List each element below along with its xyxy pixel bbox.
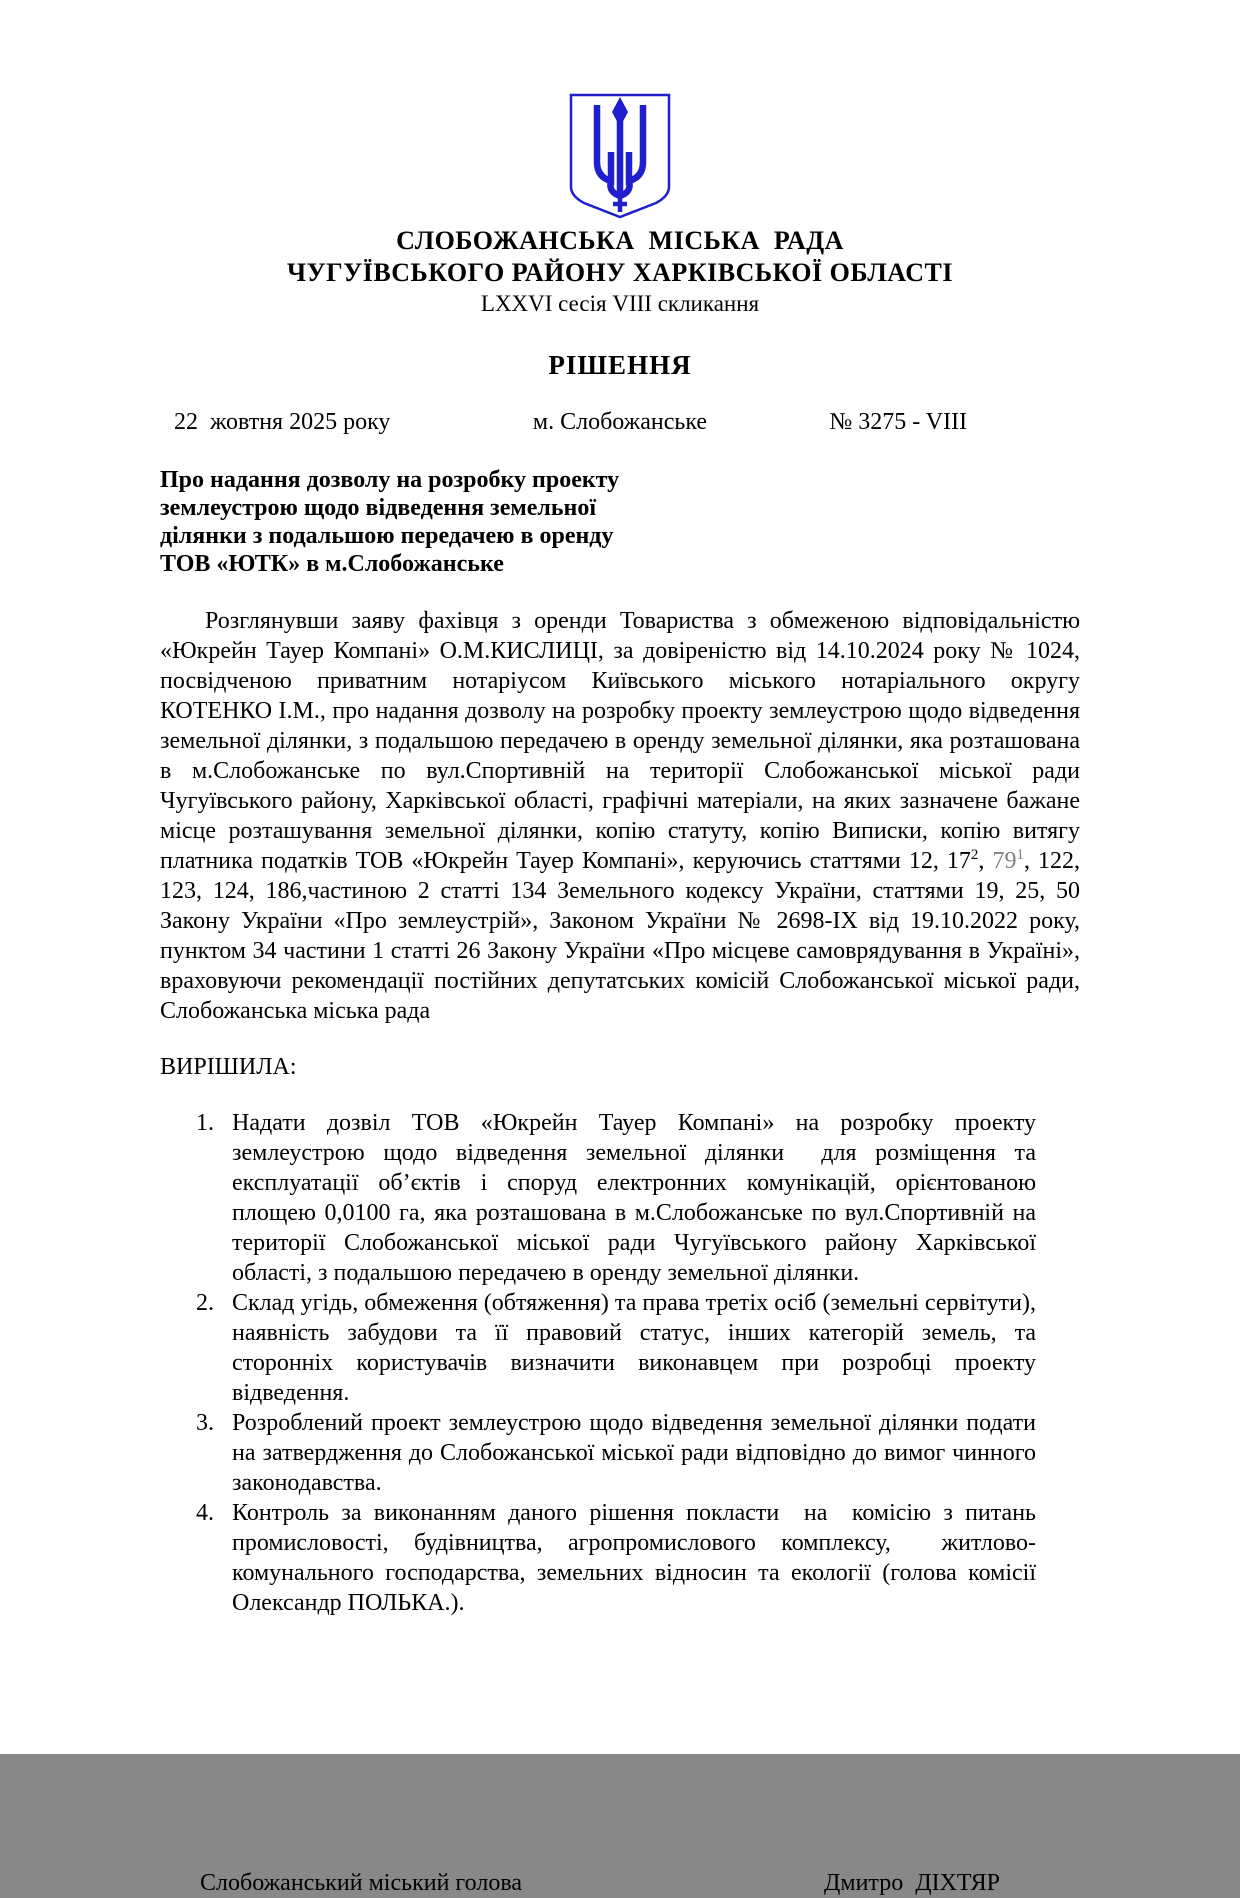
preamble-text-2: , 122, 123, 124, 186,частиною 2 статті 134 Земельного кодексу України, статтями 19, 25, 50 Закону України «Про землеустрій», Законом України № 2698-IX від 19.10.2022 року, пунктом 34 частини 1 статті 26 Закону України «Про місцеве самоврядування в Україні», враховуючи рекомендації постійних депутатських комісій Слобожанської міської ради, Слобожанська міська рада <box>160 848 1087 1024</box>
list-item <box>196 1108 1042 1288</box>
document-date: 22 жовтня 2025 року <box>174 409 391 435</box>
document-number: № 3275 - VIII <box>829 409 968 435</box>
subject-line: землеустрою щодо відведення земельної <box>160 495 597 521</box>
list-item <box>196 1498 1048 1618</box>
list-item-text: Розроблений проект землеустрою щодо відведення земельної ділянки подати на затвердження до Слобожанської міської ради відповідно до вимог чинного законодавства. <box>232 1410 1042 1496</box>
resolution-items-list <box>196 1108 1048 1618</box>
preamble-separator: , <box>978 848 993 874</box>
signature-title: Слобожанський міський голова <box>200 1870 522 1896</box>
list-item-text: Контроль за виконанням даного рішення покласти на комісію з питань промисловості, будівництва, агропромислового комплексу, житлово-комунального господарства, земельних відносин та екології (голова комісії Олександр ПОЛЬКА.). <box>232 1500 1048 1616</box>
article-79-gray-reference <box>992 848 1024 874</box>
resolved-label: ВИРІШИЛА: <box>160 1054 297 1080</box>
org-name-line2: ЧУГУЇВСЬКОГО РАЙОНУ ХАРКІВСЬКОЇ ОБЛАСТІ <box>287 258 953 287</box>
list-item-number: 2. <box>196 1290 214 1316</box>
subject-line: Про надання дозволу на розробку проекту <box>160 467 620 493</box>
preamble-text-1: Розглянувши заяву фахівця з оренди Товариства з обмеженою відповідальністю «Юкрейн Тауер Компані» О.М.КИСЛИЦІ, за довіреністю від 14.10.2024 року № 1024, посвідченою приватним нотаріусом Київського міського нотаріального округу КОТЕНКО І.М., про надання дозволу на розробку проекту землеустрою щодо відведення земельної ділянки, з подальшою передачею в оренду земельної ділянки, яка розташована в м.Слобожанське по вул.Спортивній на території Слобожанської міської ради Чугуївського району, Харківської області, графічні матеріали, на яких зазначене бажане місце розташування земельної ділянки, копію статуту, копію Виписки, копію витягу платника податків ТОВ «Юкрейн Тауер Компані», керуючись статтями 12, 17 <box>160 608 1086 874</box>
article-79-number: 79 <box>992 848 1017 874</box>
session-line: LXXVI сесія VIII скликання <box>480 291 760 316</box>
emblem-container <box>160 92 1080 220</box>
org-name-line1: СЛОБОЖАНСЬКА МІСЬКА РАДА <box>396 226 844 255</box>
preamble-paragraph <box>160 606 1087 1026</box>
subject-line: ділянки з подальшою передачею в оренду <box>160 523 614 549</box>
list-item-number: 1. <box>196 1110 214 1136</box>
list-item <box>196 1408 1042 1498</box>
subject-block <box>160 466 1080 578</box>
document-place: м. Слобожанське <box>532 409 708 435</box>
document-type-title: РІШЕННЯ <box>548 350 692 380</box>
list-item <box>196 1288 1042 1408</box>
list-item-number: 3. <box>196 1410 214 1436</box>
subject-line: ТОВ «ЮТК» в м.Слобожанське <box>160 551 504 577</box>
article-superscript-2: 2 <box>970 847 979 863</box>
list-item-number: 4. <box>196 1500 214 1526</box>
article-79-superscript: 1 <box>1016 847 1024 863</box>
signature-name: Дмитро ДІХТЯР <box>824 1870 1000 1896</box>
list-item-text: Склад угідь, обмеження (обтяження) та права третіх осіб (земельні сервітути), наявність забудови та її правовий статус, інших категорій земель, та сторонніх користувачів визначити виконавцем при розробці проекту відведення. <box>232 1290 1042 1406</box>
ukraine-trident-emblem <box>565 92 675 220</box>
signature-row <box>160 1868 1080 1898</box>
list-item-text: Надати дозвіл ТОВ «Юкрейн Тауер Компані» на розробку проекту землеустрою щодо відведення земельної ділянки для розміщення та експлуатації об’єктів і споруд електронних комунікацій, орієнтованою площею 0,0100 га, яка розташована в м.Слобожанське по вул.Спортивній на території Слобожанської міської ради Чугуївського району Харківської області, з подальшою передачею в оренду земельної ділянки. <box>232 1110 1042 1286</box>
document-meta-row <box>160 409 1080 436</box>
